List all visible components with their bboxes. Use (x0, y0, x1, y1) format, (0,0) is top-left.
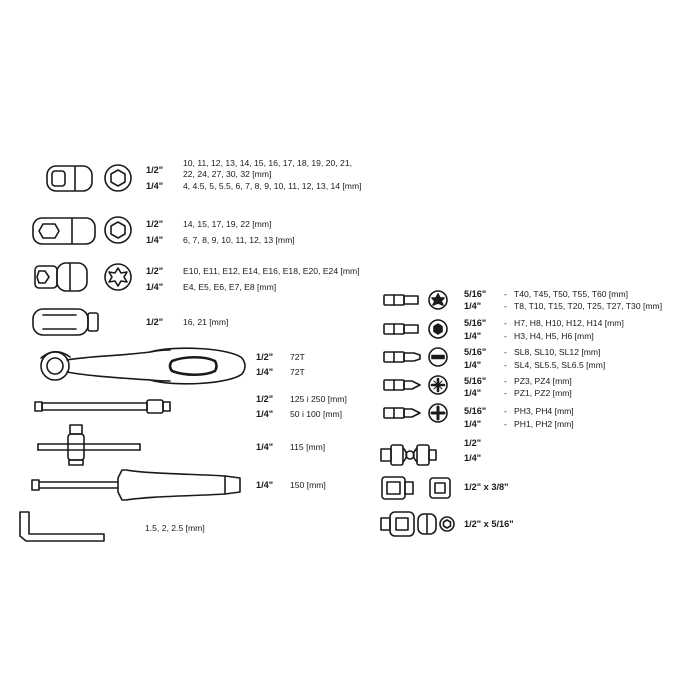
rowG-size-a: 1/2" x 3/8" (464, 482, 509, 492)
rowD-size-a: 5/16" (464, 376, 487, 386)
row1-size-a: 1/2" (146, 165, 164, 175)
row8-size-a: 1/4" (256, 480, 274, 490)
row5-values-a: 72T (290, 352, 305, 362)
rowE-size-a: 5/16" (464, 406, 487, 416)
row4-size-a: 1/2" (146, 317, 164, 327)
row7-values-a: 115 [mm] (290, 442, 326, 452)
row7-size-a: 1/4" (256, 442, 274, 452)
square-drive-face-icon (430, 478, 450, 498)
row4-values-a: 16, 21 [mm] (183, 317, 229, 327)
row1-values-a-line1: 10, 11, 12, 13, 14, 15, 16, 17, 18, 19, 20, 21, (183, 158, 352, 168)
rowD-dash-b: - (504, 388, 507, 398)
rowA-values-b: T8, T10, T15, T20, T25, T27, T30 [mm] (514, 301, 663, 311)
pozidriv-tip-icon (429, 376, 447, 394)
phillips-bit-icon (384, 408, 420, 418)
pozidriv-bit-icon (384, 380, 420, 390)
extension-bar-icon (35, 400, 170, 413)
ratchet-icon (41, 348, 245, 384)
hex-key-icon (20, 512, 104, 541)
row3-values-a: E10, E11, E12, E14, E16, E18, E20, E24 [mm] (183, 266, 360, 276)
rowA-size-b: 1/4" (464, 301, 482, 311)
rowA-values-a: T40, T45, T50, T55, T60 [mm] (514, 289, 629, 299)
rowE-size-b: 1/4" (464, 419, 482, 429)
row1-values-a-line2: 22, 24, 27, 30, 32 [mm] (183, 169, 272, 179)
hex-bit-icon (384, 324, 418, 334)
rowB-dash-b: - (504, 331, 507, 341)
row2-size-b: 1/4" (146, 235, 164, 245)
torx-socket-face-icon (105, 264, 131, 290)
hex-tip-icon (429, 320, 447, 338)
row9-values-a: 1.5, 2, 2.5 [mm] (145, 523, 205, 533)
row3-size-b: 1/4" (146, 282, 164, 292)
row1-size-b: 1/4" (146, 181, 164, 191)
screwdriver-handle-icon (32, 470, 240, 500)
rowD-size-b: 1/4" (464, 388, 482, 398)
row8-values-a: 150 [mm] (290, 480, 326, 490)
row2-size-a: 1/2" (146, 219, 164, 229)
rowA-dash-b: - (504, 301, 507, 311)
row1-values-b: 4, 4.5, 5, 5.5, 6, 7, 8, 9, 10, 11, 12, 13, 14 [mm] (183, 181, 362, 191)
hex-socket-face-icon (105, 217, 131, 243)
bit-adapter-icon (381, 512, 414, 536)
rowD-values-a: PZ3, PZ4 [mm] (514, 376, 572, 386)
rowC-values-b: SL4, SL5.5, SL6.5 [mm] (514, 360, 606, 370)
rowE-dash-a: - (504, 406, 507, 416)
socket-icon (47, 166, 92, 191)
row6-size-a: 1/2" (256, 394, 274, 404)
sliding-t-bar-icon (38, 425, 140, 465)
rowC-values-a: SL8, SL10, SL12 [mm] (514, 347, 601, 357)
rowE-values-b: PH1, PH2 [mm] (514, 419, 574, 429)
row2-values-a: 14, 15, 17, 19, 22 [mm] (183, 219, 272, 229)
row5-values-b: 72T (290, 367, 305, 377)
universal-joint-icon (381, 445, 436, 465)
row6-size-b: 1/4" (256, 409, 274, 419)
row3-values-b: E4, E5, E6, E7, E8 [mm] (183, 282, 277, 292)
rowH-size-a: 1/2" x 5/16" (464, 519, 514, 529)
rowE-values-a: PH3, PH4 [mm] (514, 406, 574, 416)
row2-values-b: 6, 7, 8, 9, 10, 11, 12, 13 [mm] (183, 235, 295, 245)
torx-tip-icon (429, 291, 447, 309)
rowB-values-b: H3, H4, H5, H6 [mm] (514, 331, 594, 341)
rowB-size-a: 5/16" (464, 318, 487, 328)
slotted-bit-icon (384, 352, 420, 362)
rowF-size-a: 1/2" (464, 438, 482, 448)
row5-size-a: 1/2" (256, 352, 274, 362)
rowA-size-a: 5/16" (464, 289, 487, 299)
row6-values-b: 50 i 100 [mm] (290, 409, 343, 419)
bit-adapter-side-icon (418, 514, 436, 534)
rowE-dash-b: - (504, 419, 507, 429)
deep-socket-icon (33, 218, 95, 244)
rowF-size-b: 1/4" (464, 453, 482, 463)
rowB-size-b: 1/4" (464, 331, 482, 341)
rowB-dash-a: - (504, 318, 507, 328)
torx-bit-icon (384, 295, 418, 305)
row3-size-a: 1/2" (146, 266, 164, 276)
slotted-tip-icon (429, 348, 447, 366)
row5-size-b: 1/4" (256, 367, 274, 377)
rowA-dash-a: - (504, 289, 507, 299)
row6-values-a: 125 i 250 [mm] (290, 394, 347, 404)
hex-ring-icon (440, 517, 454, 531)
torx-socket-icon (35, 263, 87, 291)
hex-socket-face-icon (105, 165, 131, 191)
rowB-values-a: H7, H8, H10, H12, H14 [mm] (514, 318, 624, 328)
rowC-size-a: 5/16" (464, 347, 487, 357)
rowC-dash-b: - (504, 360, 507, 370)
reducer-adapter-icon (382, 477, 413, 499)
rowC-dash-a: - (504, 347, 507, 357)
phillips-tip-icon (429, 404, 447, 422)
rowD-dash-a: - (504, 376, 507, 386)
rowD-values-b: PZ1, PZ2 [mm] (514, 388, 572, 398)
spark-plug-socket-icon (33, 309, 98, 335)
rowC-size-b: 1/4" (464, 360, 482, 370)
